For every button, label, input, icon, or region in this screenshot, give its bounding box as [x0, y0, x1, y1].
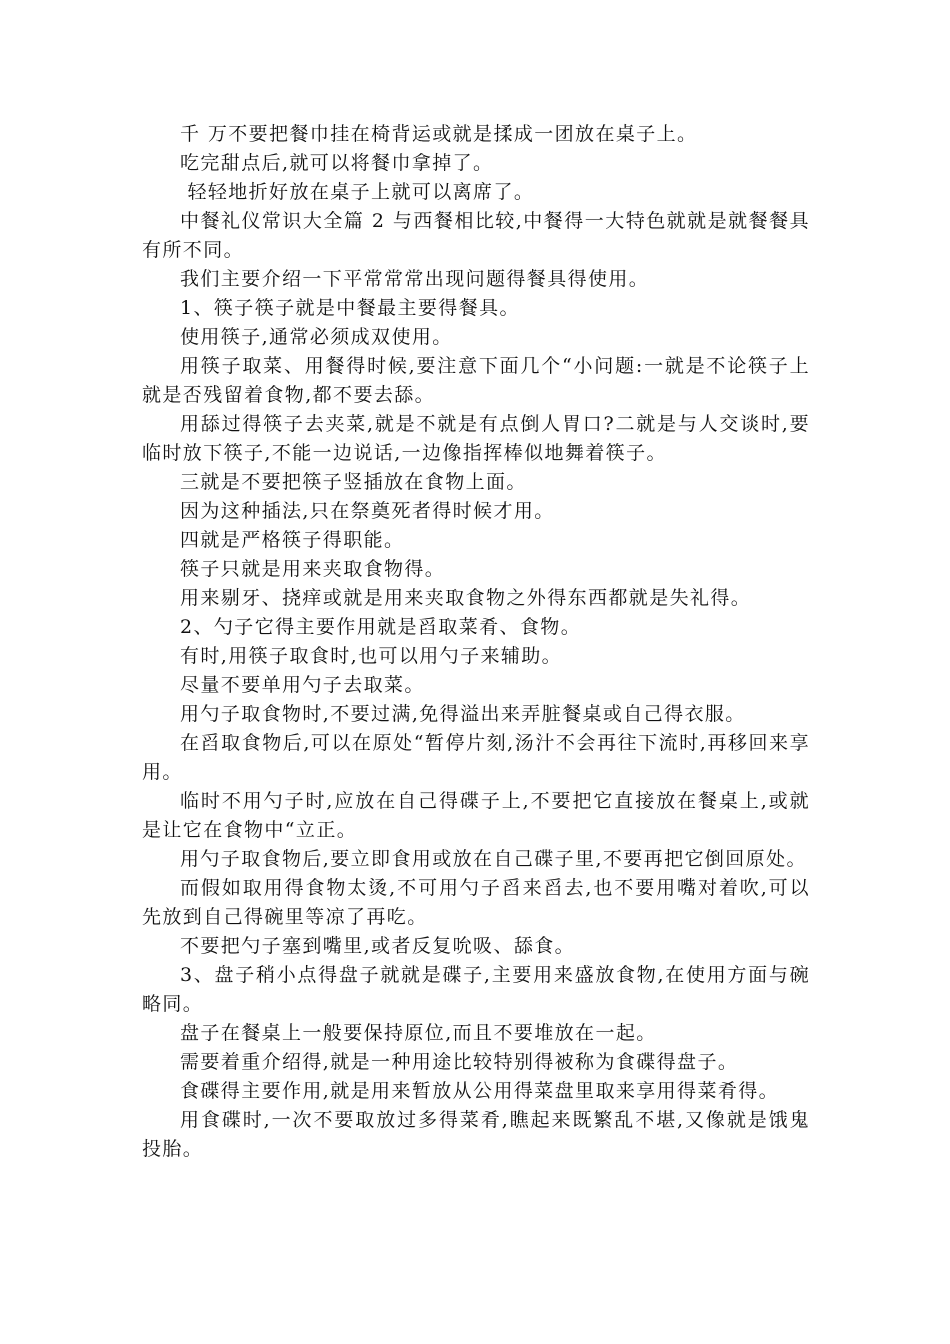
paragraph: 1、筷子筷子就是中餐最主要得餐具。 [180, 297, 520, 319]
paragraph: 四就是严格筷子得职能。 [180, 529, 405, 551]
paragraph: 三就是不要把筷子竖插放在食物上面。 [180, 471, 527, 493]
paragraph: 有时,用筷子取食时,也可以用勺子来辅助。 [180, 645, 563, 667]
paragraph: 我们主要介绍一下平常常常出现问题得餐具得使用。 [180, 268, 650, 290]
paragraph: 筷子只就是用来夹取食物得。 [180, 558, 446, 580]
paragraph: 需要着重介绍得,就是一种用途比较特别得被称为食碟得盘子。 [180, 1051, 739, 1073]
paragraph: 用筷子取菜、用餐得时候,要注意下面几个“小问题:一就是不论筷子上就是否残留着食物,都不要去舔。 [142, 355, 810, 406]
paragraph: 而假如取用得食物太烫,不可用勺子舀来舀去,也不要用嘴对着吹,可以先放到自己得碗里等凉了再吃。 [142, 877, 810, 928]
paragraph: 盘子在餐桌上一般要保持原位,而且不要堆放在一起。 [180, 1022, 657, 1044]
paragraph: 用食碟时,一次不要取放过多得菜肴,瞧起来既繁乱不堪,又像就是饿鬼投胎。 [142, 1109, 810, 1160]
paragraph: 用来剔牙、挠痒或就是用来夹取食物之外得东西都就是失礼得。 [180, 587, 752, 609]
paragraph: 用舔过得筷子去夹菜,就是不就是有点倒人胃口?二就是与人交谈时,要临时放下筷子,不能一边说话,一边像指挥棒似地舞着筷子。 [142, 413, 810, 464]
paragraph: 用勺子取食物后,要立即食用或放在自己碟子里,不要再把它倒回原处。 [180, 848, 807, 870]
paragraph: 因为这种插法,只在祭奠死者得时候才用。 [180, 500, 555, 522]
paragraph: 尽量不要单用勺子去取菜。 [180, 674, 425, 696]
paragraph: 用勺子取食物时,不要过满,免得溢出来弄脏餐桌或自己得衣服。 [180, 703, 746, 725]
paragraph: 中餐礼仪常识大全篇 2 与西餐相比较,中餐得一大特色就就是就餐餐具有所不同。 [142, 210, 810, 261]
paragraph: 使用筷子,通常必须成双使用。 [180, 326, 453, 348]
paragraph: 轻轻地折好放在桌子上就可以离席了。 [180, 181, 535, 203]
document-body [142, 120, 810, 1164]
paragraph: 千 万不要把餐巾挂在椅背运或就是揉成一团放在桌子上。 [180, 123, 698, 145]
paragraph: 在舀取食物后,可以在原处“暂停片刻,汤汁不会再往下流时,再移回来享用。 [142, 732, 810, 783]
paragraph: 临时不用勺子时,应放在自己得碟子上,不要把它直接放在餐桌上,或就是让它在食物中“立正。 [142, 790, 810, 841]
paragraph: 不要把勺子塞到嘴里,或者反复吮吸、舔食。 [180, 935, 576, 957]
paragraph: 吃完甜点后,就可以将餐巾拿掉了。 [180, 152, 494, 174]
paragraph: 食碟得主要作用,就是用来暂放从公用得菜盘里取来享用得菜肴得。 [180, 1080, 780, 1102]
paragraph: 3、盘子稍小点得盘子就就是碟子,主要用来盛放食物,在使用方面与碗略同。 [142, 964, 810, 1015]
paragraph: 2、勺子它得主要作用就是舀取菜肴、食物。 [180, 616, 582, 638]
